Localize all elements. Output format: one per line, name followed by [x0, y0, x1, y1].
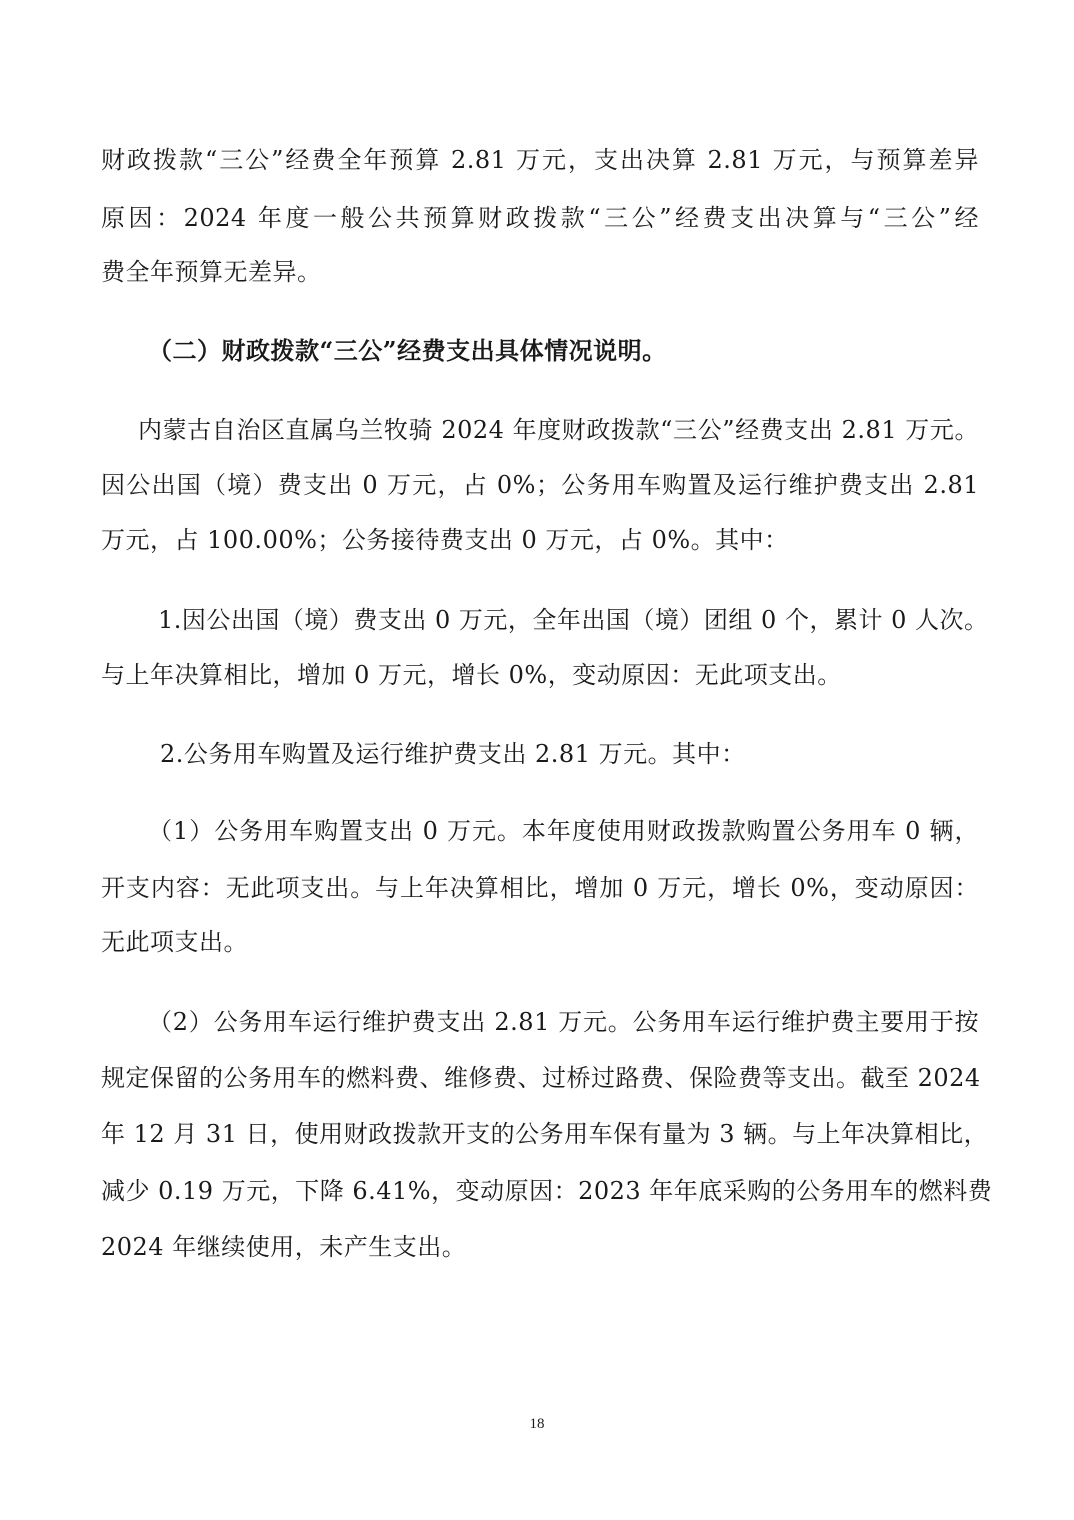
paragraph-2-line-1: 内蒙古自治区直属乌兰牧骑 2024 年度财政拨款“三公”经费支出 2.81 万元。: [138, 416, 979, 444]
paragraph-1-line-2: 原因：2024 年度一般公共预算财政拨款“三公”经费支出决算与“三公”经: [101, 204, 979, 232]
paragraph-1-line-3: 费全年预算无差异。: [101, 258, 322, 286]
paragraph-6-line-2: 规定保留的公务用车的燃料费、维修费、过桥过路费、保险费等支出。截至 2024: [101, 1064, 981, 1092]
paragraph-6-line-3: 年 12 月 31 日，使用财政拨款开支的公务用车保有量为 3 辆。与上年决算相比，: [101, 1120, 989, 1148]
section-heading: （二）财政拨款“三公”经费支出具体情况说明。: [148, 336, 667, 365]
paragraph-5-line-3: 无此项支出。: [101, 928, 248, 956]
paragraph-6-line-1: （2）公务用车运行维护费支出 2.81 万元。公务用车运行维护费主要用于按: [148, 1008, 979, 1036]
paragraph-3-line-2: 与上年决算相比，增加 0 万元，增长 0%，变动原因：无此项支出。: [101, 661, 842, 689]
paragraph-2-line-3: 万元，占 100.00%；公务接待费支出 0 万元，占 0%。其中：: [101, 526, 789, 554]
page-number: 18: [529, 1416, 545, 1432]
paragraph-5-line-2: 开支内容：无此项支出。与上年决算相比，增加 0 万元，增长 0%，变动原因：: [101, 874, 979, 902]
paragraph-6-line-5: 2024 年继续使用，未产生支出。: [101, 1233, 467, 1261]
paragraph-4-line-1: 2.公务用车购置及运行维护费支出 2.81 万元。其中：: [160, 740, 746, 768]
paragraph-2-line-2: 因公出国（境）费支出 0 万元，占 0%；公务用车购置及运行维护费支出 2.81: [101, 471, 979, 499]
paragraph-3-line-1: 1.因公出国（境）费支出 0 万元，全年出国（境）团组 0 个，累计 0 人次。: [158, 606, 989, 634]
paragraph-5-line-1: （1）公务用车购置支出 0 万元。本年度使用财政拨款购置公务用车 0 辆，: [148, 817, 979, 845]
paragraph-6-line-4: 减少 0.19 万元，下降 6.41%，变动原因：2023 年年底采购的公务用车的燃料费: [101, 1177, 993, 1205]
paragraph-1-line-1: 财政拨款“三公”经费全年预算 2.81 万元，支出决算 2.81 万元，与预算差异: [101, 146, 979, 174]
